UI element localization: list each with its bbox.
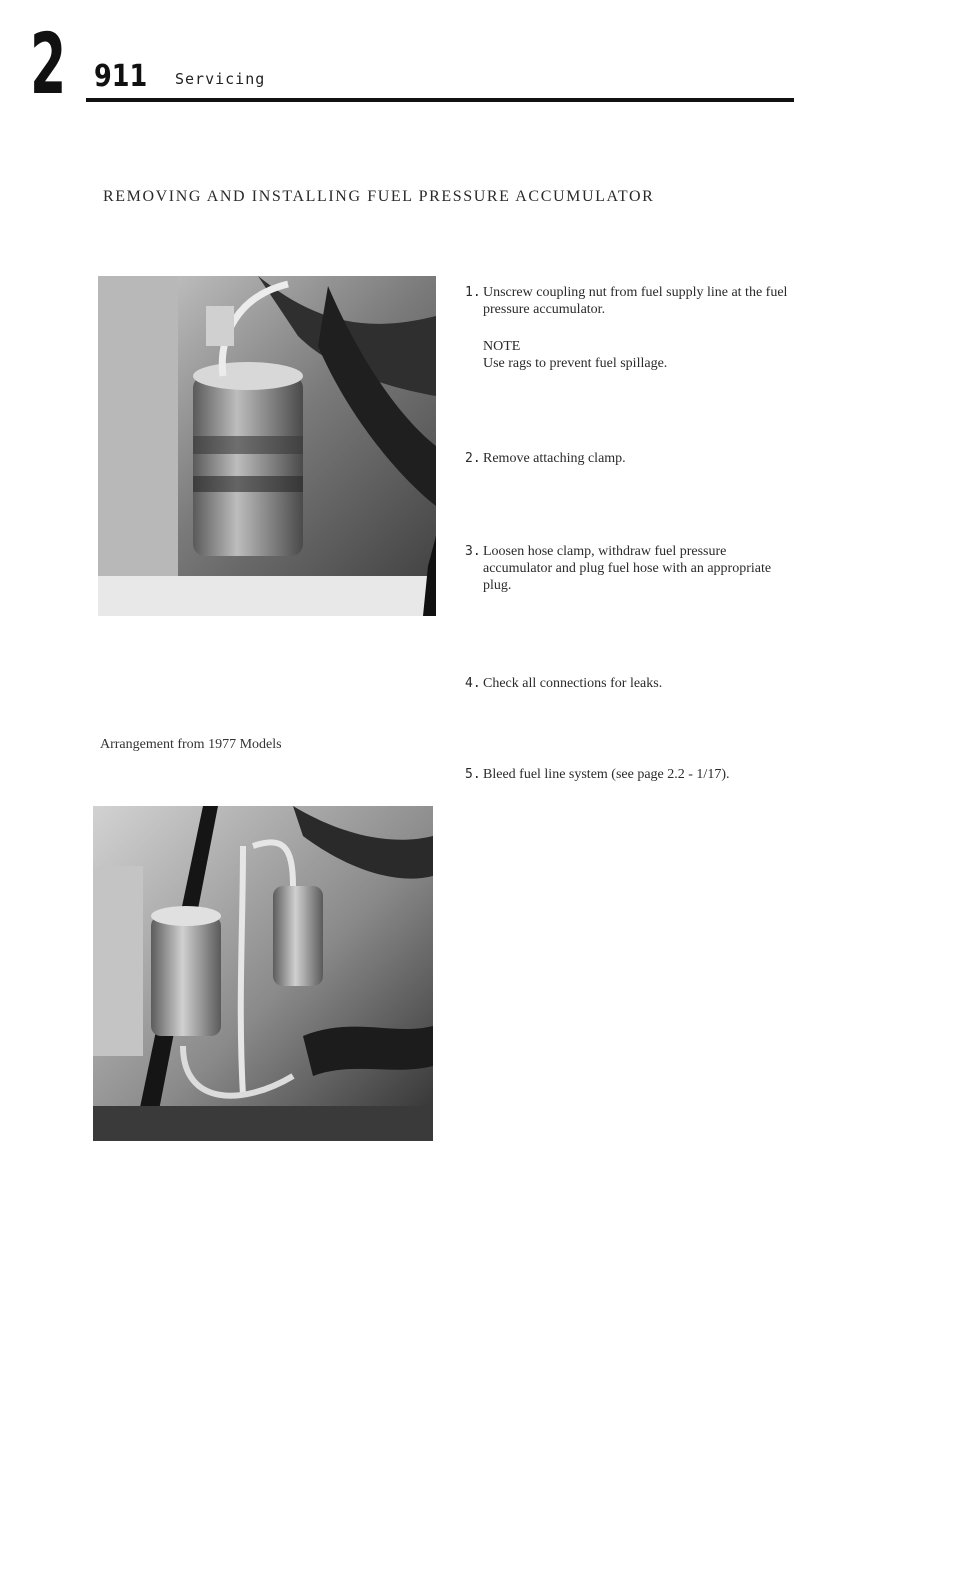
note-text: Use rags to prevent fuel spillage. (483, 356, 668, 371)
step-1 (465, 284, 795, 318)
note-label: NOTE (483, 339, 521, 354)
step-3 (465, 543, 795, 594)
step-text: Remove attaching clamp. (483, 451, 626, 466)
photo-illustration (98, 276, 436, 616)
step-number: 5. (465, 767, 481, 782)
accumulator-photo-1977 (93, 806, 433, 1141)
step-number: 1. (465, 285, 481, 300)
figure-caption: Arrangement from 1977 Models (100, 737, 282, 752)
step-text: Loosen hose clamp, withdraw fuel pressure accumulator and plug fuel hose with an appropriate plug. (483, 544, 772, 593)
section-name: Servicing (175, 70, 266, 88)
chapter-number: 2 (30, 15, 67, 113)
step-number: 3. (465, 544, 481, 559)
step-text: Check all connections for leaks. (483, 676, 663, 691)
step-4 (465, 675, 795, 692)
step-text: Bleed fuel line system (see page 2.2 - 1/17). (483, 767, 730, 782)
step-number: 2. (465, 451, 481, 466)
header-rule (86, 98, 794, 102)
step-text: Unscrew coupling nut from fuel supply line at the fuel pressure accumulator. (483, 285, 788, 317)
photo-illustration-1977 (93, 806, 433, 1141)
note (483, 338, 803, 372)
accumulator-photo (98, 276, 436, 616)
page-title: REMOVING AND INSTALLING FUEL PRESSURE ACCUMULATOR (103, 188, 655, 205)
model-number: 911 (94, 59, 148, 94)
step-5 (465, 766, 795, 783)
step-2 (465, 450, 795, 467)
step-number: 4. (465, 676, 481, 691)
